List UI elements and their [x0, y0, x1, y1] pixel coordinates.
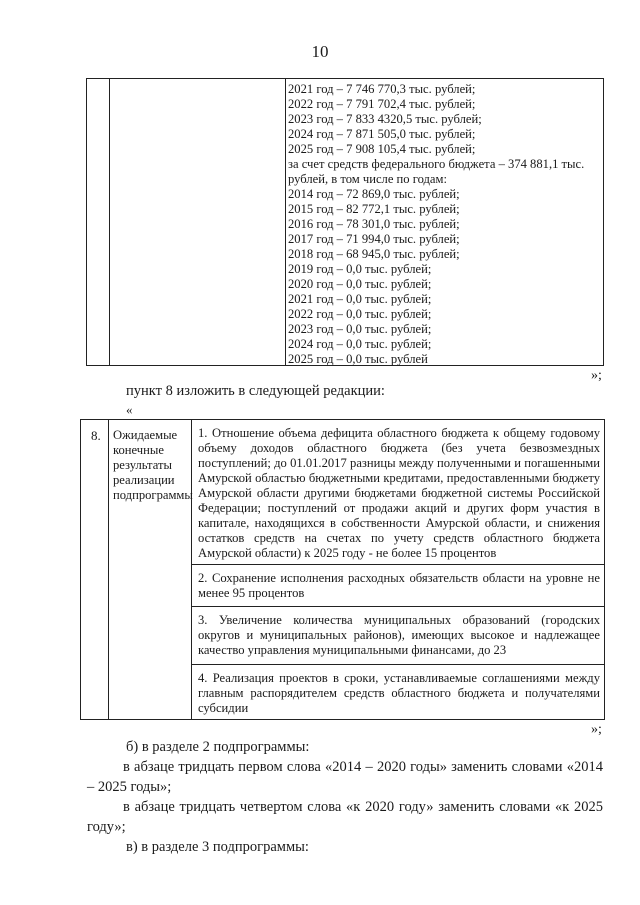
funding-line: 2014 год – 72 869,0 тыс. рублей;	[288, 187, 460, 201]
funding-line: 2017 год – 71 994,0 тыс. рублей;	[288, 232, 460, 246]
results-column	[192, 420, 604, 719]
funding-table-label-col	[109, 79, 286, 365]
result-item: 1. Отношение объема дефицита областного бюджета к общему годовому объему доходов областного бюджета (без учета безвозмездных поступлений; до 01.01.2017 разницы между полученными и погашенными Амурской областью бюджетными кредитами, предоставленными бюджету Амурской области другими бюджетами бюджетной системы Российской Федерации; поступлений от продажи акций и других форм участия в капитале, находящихся в собственности Амурской области, и снижения остатков средств на счетах по учету средств областного бюджета Амурской области) к 2025 году - не более 15 процентов	[192, 420, 604, 565]
funding-line: 2022 год – 0,0 тыс. рублей;	[288, 307, 432, 321]
funding-table-number-col	[87, 79, 110, 365]
funding-line: 2024 год – 0,0 тыс. рублей;	[288, 337, 432, 351]
funding-table-values-col	[288, 82, 599, 367]
funding-line: 2021 год – 0,0 тыс. рублей;	[288, 292, 432, 306]
funding-line: 2022 год – 7 791 702,4 тыс. рублей;	[288, 97, 476, 111]
federal-budget-line: за счет средств федерального бюджета – 374 881,1 тыс. рублей, в том числе по годам:	[288, 157, 585, 186]
paragraph-34: в абзаце тридцать четвертом слова «к 2020 году» заменить словами «к 2025 году»;	[87, 799, 603, 835]
result-item: 2. Сохранение исполнения расходных обязательств области на уровне не менее 95 процентов	[192, 565, 604, 607]
funding-line: 2015 год – 82 772,1 тыс. рублей;	[288, 202, 460, 216]
paragraph-v: в) в разделе 3 подпрограммы:	[126, 839, 309, 855]
funding-line: 2023 год – 0,0 тыс. рублей;	[288, 322, 432, 336]
open-quote: «	[126, 402, 133, 417]
row-number: 8.	[81, 420, 109, 719]
funding-line: 2016 год – 78 301,0 тыс. рублей;	[288, 217, 460, 231]
row-label: Ожидаемые конечные результаты реализации подпрограммы	[109, 420, 192, 719]
results-table	[80, 419, 605, 720]
funding-line: 2025 год – 0,0 тыс. рублей	[288, 352, 428, 366]
page-number: 10	[311, 42, 329, 61]
paragraph-b: б) в разделе 2 подпрограммы:	[126, 739, 310, 755]
funding-line: 2024 год – 7 871 505,0 тыс. рублей;	[288, 127, 476, 141]
funding-line: 2021 год – 7 746 770,3 тыс. рублей;	[288, 82, 476, 96]
funding-line: 2023 год – 7 833 4320,5 тыс. рублей;	[288, 112, 482, 126]
close-quote: »;	[591, 368, 602, 383]
paragraph-31: в абзаце тридцать первом слова «2014 – 2020 годы» заменить словами «2014 – 2025 годы»;	[87, 759, 603, 795]
funding-line: 2020 год – 0,0 тыс. рублей;	[288, 277, 432, 291]
punkt8-instruction: пункт 8 изложить в следующей редакции:	[126, 383, 385, 399]
close-quote: »;	[591, 722, 602, 737]
funding-line: 2019 год – 0,0 тыс. рублей;	[288, 262, 432, 276]
result-item: 3. Увеличение количества муниципальных образований (городских округов и муниципальных районов), имеющих высокое и надлежащее качество управления муниципальными финансами, до 23	[192, 607, 604, 665]
funding-line: 2025 год – 7 908 105,4 тыс. рублей;	[288, 142, 476, 156]
result-item: 4. Реализация проектов в сроки, устанавливаемые соглашениями между главным распорядителем средств областного бюджета и получателями субсидии	[198, 671, 600, 715]
funding-line: 2018 год – 68 945,0 тыс. рублей;	[288, 247, 460, 261]
funding-table	[86, 78, 604, 366]
